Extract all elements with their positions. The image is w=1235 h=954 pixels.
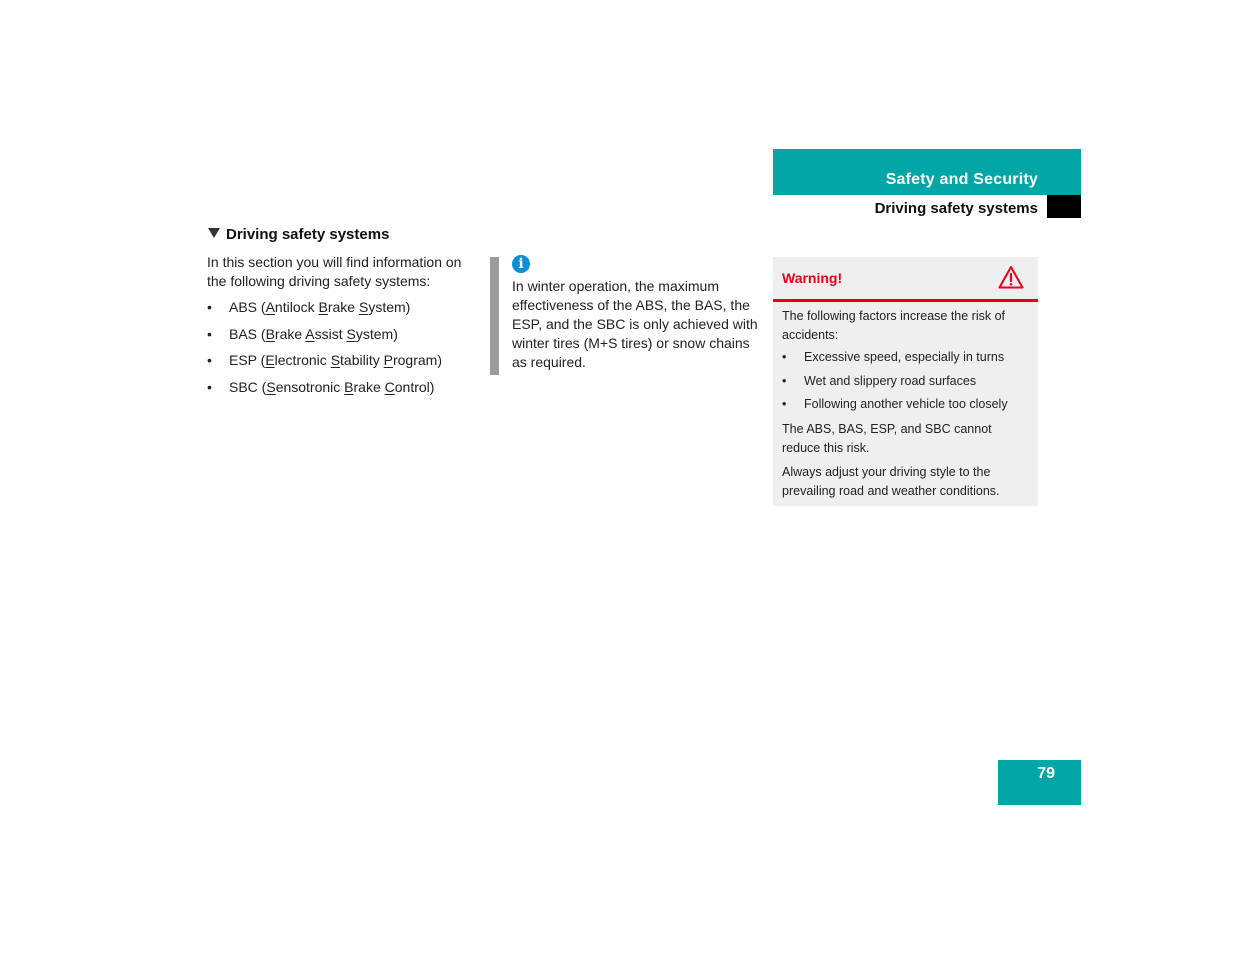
section-heading-text: Driving safety systems [226,226,390,243]
warning-header [773,257,1038,302]
info-text: In winter operation, the maximum effectiveness of the ABS, the BAS, the ESP, and the SBC is only achieved with winter tires (M+S tires) or snow chains as required. [512,278,758,370]
system-entry: BAS (Brake Assist System) [229,325,398,342]
info-bar [490,257,499,375]
info-icon: i [512,255,530,273]
warning-list [782,347,1032,418]
list-item [782,347,1032,371]
section-heading [208,226,389,243]
bullet-icon: • [207,378,212,395]
list-item [782,394,1032,418]
list-item [782,371,1032,395]
systems-list [207,297,477,403]
warning-item: Excessive speed, especially in turns [804,350,1005,364]
system-entry: ABS (Antilock Brake System) [229,299,411,315]
warning-note: The ABS, BAS, ESP, and SBC cannot reduce this risk. [782,422,992,455]
warning-triangle-icon [998,265,1024,289]
warning-box [773,257,1038,506]
intro-text: In this section you will find information on the following driving safety systems: [207,254,462,289]
section-marker [1047,195,1081,218]
header-band [773,149,1081,195]
page-number: 79 [1037,765,1055,782]
page-number-tab [998,760,1081,805]
list-item [207,377,477,404]
warning-item: Wet and slippery road surfaces [804,373,977,388]
bullet-icon: • [207,352,212,368]
bullet-icon: • [207,299,212,315]
section-subtitle: Driving safety systems [874,200,1038,217]
chapter-title: Safety and Security [885,171,1038,188]
triangle-down-icon [208,228,220,238]
list-item [207,324,477,351]
bullet-icon: • [782,397,787,411]
bullet-icon: • [782,373,787,388]
bullet-icon: • [782,350,787,364]
bullet-icon: • [207,325,212,342]
warning-title: Warning! [782,270,843,286]
system-entry: SBC (Sensotronic Brake Control) [229,378,435,395]
warning-intro: The following factors increase the risk of accidents: [782,309,1006,342]
warning-item: Following another vehicle too closely [804,397,1008,411]
list-item [207,297,477,324]
list-item [207,350,477,377]
warning-note: Always adjust your driving style to the prevailing road and weather conditions. [782,465,1000,498]
system-entry: ESP (Electronic Stability Program) [229,352,442,368]
